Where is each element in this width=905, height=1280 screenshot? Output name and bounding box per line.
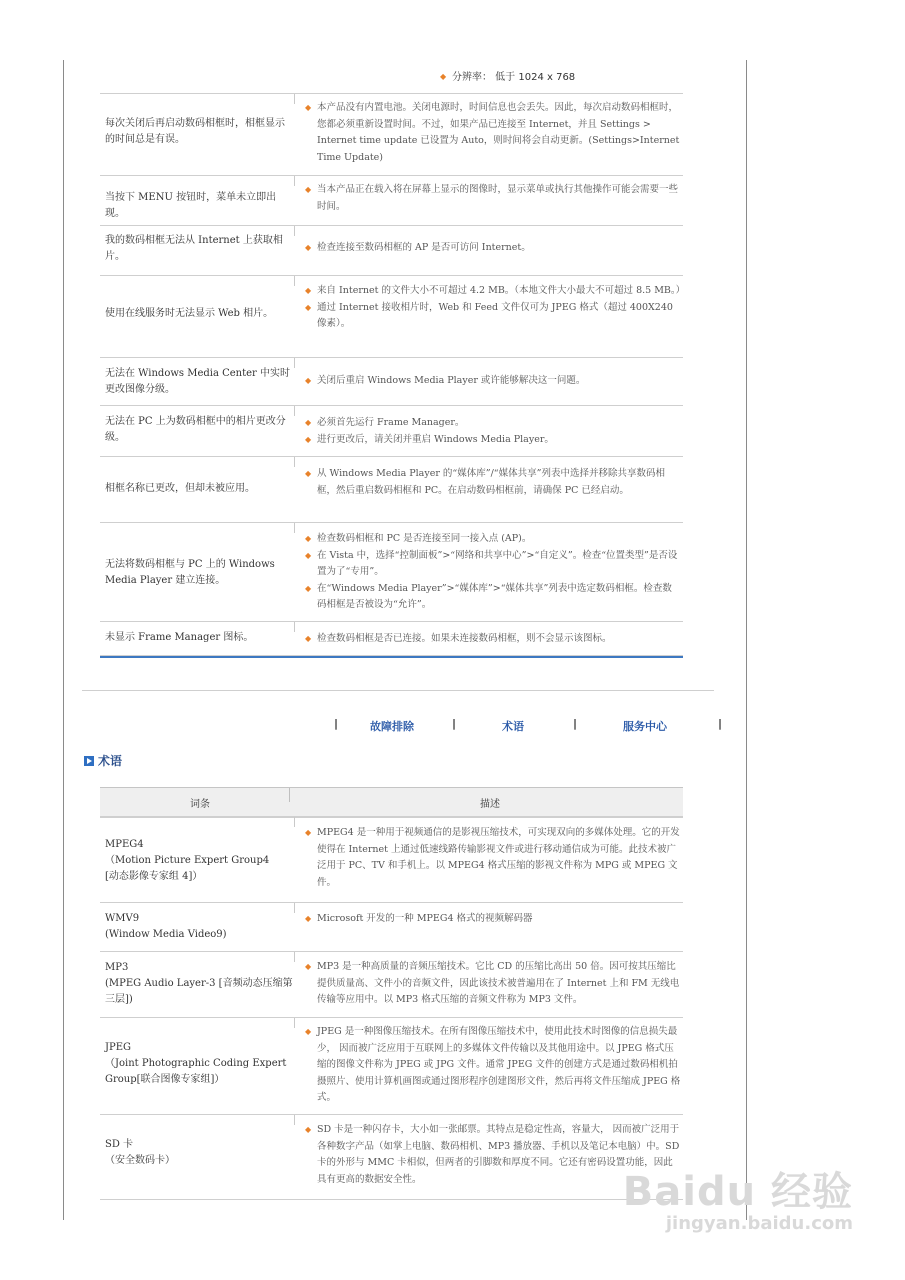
glossary-row <box>100 903 683 952</box>
bullet-icon: ◆ <box>305 286 312 295</box>
column-separator <box>294 952 295 962</box>
arrow-square-icon <box>84 756 94 766</box>
desc-item <box>305 959 681 1009</box>
watermark-url: jingyan.baidu.com <box>665 1213 853 1234</box>
column-separator <box>294 457 295 467</box>
answer-item <box>305 548 681 581</box>
faq-answer <box>305 182 681 215</box>
answer-text: 在 Vista 中，选择“控制面板”>“网络和共享中心”>“自定义”。检查“位置类型”是否设置为了“专用”。 <box>317 549 678 577</box>
answer-item <box>305 373 681 390</box>
faq-question: 无法在 Windows Media Center 中实时更改图像分级。 <box>105 368 291 395</box>
column-separator <box>294 1115 295 1125</box>
resolution-text: 分辨率： 低于 1024 x 768 <box>452 72 576 83</box>
answer-text: 检查连接至数码相框的 AP 是否可访问 Internet。 <box>317 242 531 253</box>
term-line: MP3 <box>105 962 129 973</box>
column-separator <box>294 276 295 286</box>
faq-answer <box>305 415 681 448</box>
answer-text: 来自 Internet 的文件大小不可超过 4.2 MB。（本地文件大小最大不可超过 8.5 MB。） <box>317 285 686 296</box>
term-line: (Window Media Video9) <box>105 929 227 940</box>
glossary-term <box>105 911 293 943</box>
bullet-icon: ◆ <box>305 828 312 837</box>
bullet-icon: ◆ <box>305 634 312 643</box>
glossary-desc <box>305 825 681 891</box>
bullet-icon: ◆ <box>305 1125 312 1134</box>
answer-item <box>305 182 681 215</box>
bullet-icon: ◆ <box>305 302 312 312</box>
watermark-brand: Baidu 经验 <box>622 1169 853 1215</box>
bullet-icon: ◆ <box>305 1027 312 1036</box>
answer-item <box>305 581 681 614</box>
column-separator <box>294 406 295 416</box>
page-border-right <box>746 60 747 1220</box>
desc-text: SD 卡是一种闪存卡，大小如一张邮票。其特点是稳定性高，容量大， 因而被广泛用于各种数字产品（如掌上电脑、数码相机、MP3 播放器、手机以及笔记本电脑）中。SD 卡的外形与 MMC 卡相似，但两者的引脚数和厚度不同。它还有密码设置功能，因此具有更高的数据安全性。 <box>317 1124 680 1185</box>
bullet-icon: ◆ <box>305 914 312 923</box>
faq-row <box>100 523 683 622</box>
faq-question: 相框名称已更改，但却未被应用。 <box>105 483 255 494</box>
nav-glossary-link[interactable]: 术语 <box>502 720 524 733</box>
term-line: MPEG4 <box>105 839 144 850</box>
faq-row <box>100 457 683 523</box>
glossary-term <box>105 837 293 885</box>
faq-row <box>100 358 683 406</box>
answer-text: 当本产品正在载入将在屏幕上显示的图像时，显示菜单或执行其他操作可能会需要一些时间。 <box>317 184 679 212</box>
nav-links <box>320 716 740 736</box>
desc-text: Microsoft 开发的一种 MPEG4 格式的视频解码器 <box>317 913 533 924</box>
bullet-icon: ◆ <box>305 185 312 194</box>
answer-text: 在“Windows Media Player”>“媒体库”>“媒体共享”列表中选定数码相框。检查数码相框是否被设为“允许”。 <box>317 582 672 610</box>
answer-text: 从 Windows Media Player 的“媒体库”/“媒体共享”列表中选择并移除共享数码相框，然后重启数码相框和 PC。在启动数码相框前，请确保 PC 已经启动。 <box>317 468 666 496</box>
answer-text: 进行更改后，请关闭并重启 Windows Media Player。 <box>317 433 554 445</box>
desc-item <box>305 911 681 928</box>
desc-text: JPEG 是一种图像压缩技术。在所有图像压缩技术中，使用此技术时图像的信息损失最少， 因而被广泛应用于互联网上的多媒体文件传输以及其他用途中。以 JPEG 格式压缩的图像文件称为 JPEG 或 JPG 文件。通常 JPEG 文件的创建方式是通过数码相机拍摄照片、使用计算机画图或通过图形程序创建图形文件，然后再将文件压缩成 JPEG 格式。 <box>317 1026 681 1103</box>
term-header: 词条 <box>190 799 210 810</box>
bullet-icon: ◆ <box>305 469 312 478</box>
column-separator <box>294 1018 295 1028</box>
answer-item <box>305 300 681 333</box>
answer-text: 关闭后重启 Windows Media Player 或许能够解决这一问题。 <box>317 375 586 386</box>
desc-text: MPEG4 是一种用于视频通信的是影视压缩技术，可实现双向的多媒体处理。它的开发使得在 Internet 上通过低速线路传输影视文件或进行移动通信成为可能。此技术被广泛用于 PC、TV 和手机上。以 MPEG4 格式压缩的影视文件称为 MPG 或 MPEG 文件。 <box>317 827 680 888</box>
faq-row <box>100 622 683 656</box>
answer-item <box>305 415 681 432</box>
nav-troubleshooting-link[interactable]: 故障排除 <box>370 720 414 733</box>
page-border-left <box>63 60 64 1220</box>
bullet-icon: ◆ <box>305 103 312 112</box>
section-title: 术语 <box>84 752 122 770</box>
nav-separator: | <box>452 717 457 730</box>
glossary-desc <box>305 911 681 928</box>
column-separator <box>294 226 295 236</box>
term-line: （Joint Photographic Coding Expert Group[联合图像专家组]） <box>105 1058 287 1085</box>
faq-answer <box>305 466 681 499</box>
desc-text: MP3 是一种高质量的音频压缩技术。它比 CD 的压缩比高出 50 倍。因可按其压缩比提供质量高、文件小的音频文件，因此该技术被普遍用在了 Internet 上和 FM 无线电传输等应用中。以 MP3 格式压缩的音频文件称为 MP3 文件。 <box>317 961 680 1005</box>
faq-question: 未显示 Frame Manager 图标。 <box>105 632 254 643</box>
answer-item <box>305 100 681 166</box>
faq-answer <box>305 631 681 648</box>
glossary-row <box>100 817 683 903</box>
faq-question: 我的数码相框无法从 Internet 上获取相片。 <box>105 235 283 262</box>
answer-item <box>305 466 681 499</box>
bullet-icon: ◆ <box>305 550 312 560</box>
faq-answer <box>305 100 681 166</box>
glossary-desc <box>305 959 681 1009</box>
glossary-term <box>105 960 293 1008</box>
bullet-icon: ◆ <box>305 583 312 593</box>
faq-table-end <box>100 656 683 658</box>
bullet-icon: ◆ <box>305 418 312 427</box>
faq-row <box>100 226 683 276</box>
column-separator <box>294 358 295 368</box>
answer-item <box>305 283 686 300</box>
column-separator <box>294 622 295 632</box>
answer-text: 通过 Internet 接收相片时，Web 和 Feed 文件仅可为 JPEG 格式（超过 400X240 像素）。 <box>317 301 673 329</box>
faq-question: 当按下 MENU 按钮时，菜单未立即出现。 <box>105 192 277 219</box>
faq-question: 每次关闭后再启动数码相框时，相框显示的时间总是有误。 <box>105 118 285 145</box>
answer-item <box>305 432 681 449</box>
faq-row <box>100 176 683 226</box>
faq-row <box>100 94 683 176</box>
nav-separator: | <box>334 717 339 730</box>
bullet-icon: ◆ <box>305 243 312 252</box>
section-divider <box>82 690 714 691</box>
glossary-row <box>100 1018 683 1115</box>
desc-item <box>305 1024 681 1107</box>
desc-header: 描述 <box>480 799 500 810</box>
column-separator <box>294 94 295 104</box>
faq-row <box>100 406 683 457</box>
answer-text: 必须首先运行 Frame Manager。 <box>317 417 465 428</box>
term-line: [动态影像专家组 4]） <box>105 871 203 882</box>
bullet-icon: ◆ <box>305 434 312 444</box>
answer-text: 本产品没有内置电池。关闭电源时，时间信息也会丢失。因此，每次启动数码相框时，您都必须重新设置时间。不过，如果产品已连接至 Internet，并且 Settings > Internet time update 已设置为 Auto，则时间将会自动更新。(Settings>Internet Time Update) <box>317 102 680 163</box>
answer-text: 检查数码相框是否已连接。如果未连接数码相框，则不会显示该图标。 <box>317 633 612 644</box>
column-separator <box>294 817 295 827</box>
faq-question: 使用在线服务时无法显示 Web 相片。 <box>105 308 274 319</box>
glossary-term <box>105 1137 293 1169</box>
column-separator <box>294 903 295 913</box>
faq-answer <box>305 373 681 390</box>
nav-service-link[interactable]: 服务中心 <box>623 720 667 733</box>
term-line: （安全数码卡） <box>105 1155 175 1166</box>
answer-item <box>305 240 681 257</box>
glossary-desc <box>305 1024 681 1107</box>
answer-item <box>305 631 681 648</box>
answer-text: 检查数码相框和 PC 是否连接至同一接入点 (AP)。 <box>317 533 532 544</box>
answer-item <box>305 531 681 548</box>
faq-question: 无法将数码相框与 PC 上的 Windows Media Player 建立连接。 <box>105 559 275 586</box>
term-line: （Motion Picture Expert Group4 <box>105 855 270 866</box>
glossary-row <box>100 952 683 1018</box>
nav-separator: | <box>718 717 723 730</box>
faq-answer <box>305 531 681 614</box>
term-line: WMV9 <box>105 913 140 924</box>
term-line: JPEG <box>105 1042 132 1053</box>
term-line: SD 卡 <box>105 1139 134 1150</box>
column-separator <box>294 523 295 533</box>
glossary-term <box>105 1040 293 1088</box>
term-line: (MPEG Audio Layer-3 [音频动态压缩第三层]) <box>105 978 293 1005</box>
baidu-watermark <box>623 1160 853 1234</box>
glossary-header <box>100 787 683 818</box>
bullet-icon: ◆ <box>305 962 312 971</box>
faq-question: 无法在 PC 上为数码相框中的相片更改分级。 <box>105 416 286 443</box>
faq-row <box>100 276 686 358</box>
bullet-icon: ◆ <box>305 534 312 543</box>
bullet-icon: ◆ <box>305 376 312 385</box>
bullet-icon: ◆ <box>440 72 447 81</box>
desc-item <box>305 825 681 891</box>
faq-answer <box>305 283 686 333</box>
faq-answer <box>305 240 681 257</box>
nav-separator: | <box>573 717 578 730</box>
resolution-row <box>100 62 683 92</box>
header-separator <box>289 788 290 802</box>
column-separator <box>294 176 295 186</box>
glossary-row <box>100 1115 683 1200</box>
